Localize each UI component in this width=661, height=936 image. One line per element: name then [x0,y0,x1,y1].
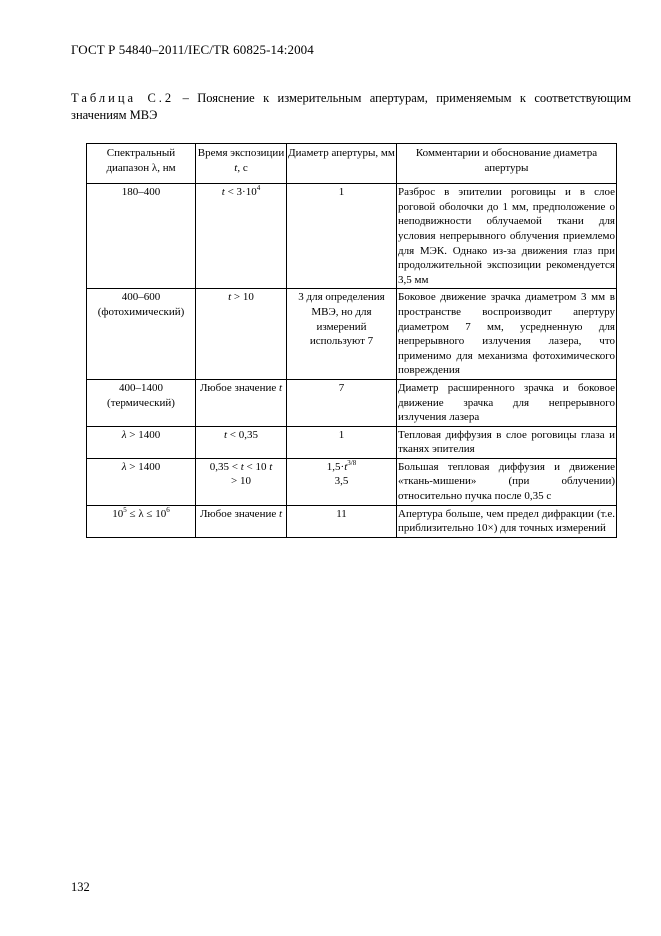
cell-aperture: 1 [287,426,397,458]
table-row [87,289,617,380]
cell-aperture: $1,5\cdot t^{3/8}$ 3,5 [287,458,397,505]
header-comments: Комментарии и обоснование диаметра апертуры [397,144,617,184]
cell-range: λ > 1400 [87,426,196,458]
cell-time: t < 0,35 [196,426,287,458]
cell-range: $10^5 \le \lambda \le 10^6$ [87,505,196,537]
table-row [87,184,617,289]
caption-text: – Пояснение к измерительным апертурам, применяемым к соответствующим значениям МВЭ [71,91,631,122]
table-header-row [87,144,617,184]
cell-time: $t < 3\cdot 10^4$ [196,184,287,289]
cell-time: Любое значение t [196,379,287,426]
cell-time: Любое значение t [196,505,287,537]
cell-range: 400–1400 (термический) [87,379,196,426]
header-aperture-diameter: Диаметр апертуры, мм [287,144,397,184]
cell-range: 400–600 (фотохимический) [87,289,196,380]
cell-aperture: 11 [287,505,397,537]
table-row [87,458,617,505]
table-row [87,505,617,537]
cell-comment: Диаметр расширенного зрачка и боковое движение зрачка для непрерывного излучения лазера [397,379,617,426]
page-number: 132 [71,880,90,894]
cell-comment: Большая тепловая диффузия и движение «ткань-мишени» (при облучении) относительно пучка после 0,35 с [397,458,617,505]
cell-range: λ > 1400 [87,458,196,505]
cell-aperture: 7 [287,379,397,426]
cell-range: 180–400 [87,184,196,289]
cell-aperture: 3 для определения МВЭ, но для измерений используют 7 [287,289,397,380]
apertures-table [86,143,617,538]
cell-comment: Боковое движение зрачка диаметром 3 мм в пространстве воспроизводит апертуру диаметром 7 мм, усредненную для непрерывного излучения лазера, что применимо для механизма фотохимического повреждения [397,289,617,380]
document-header: ГОСТ Р 54840–2011/IEC/TR 60825-14:2004 [71,42,314,57]
cell-time: t > 10 [196,289,287,380]
cell-aperture: 1 [287,184,397,289]
table-row [87,379,617,426]
cell-comment: Тепловая диффузия в слое роговицы глаза и тканях эпителия [397,426,617,458]
table-caption [71,90,631,124]
caption-label: Таблица С.2 [71,91,175,105]
cell-comment: Разброс в эпителии роговицы и в слое роговой оболочки до 1 мм, предположение о неподвижности облучаемой ткани для условия непрерывного облучения приемлемо для МЭК. Однако из-за движения глаз при продолжительной экспозиции рекомендуется 3,5 мм [397,184,617,289]
cell-time: 0,35 < t < 10 t > 10 [196,458,287,505]
header-exposure-time: Время экспозиции t, с [196,144,287,184]
table-row [87,426,617,458]
cell-comment: Апертура больше, чем предел дифракции (т.е. приблизительно 10×) для точных измерений [397,505,617,537]
header-spectral-range: Спектральный диапазон λ, нм [87,144,196,184]
